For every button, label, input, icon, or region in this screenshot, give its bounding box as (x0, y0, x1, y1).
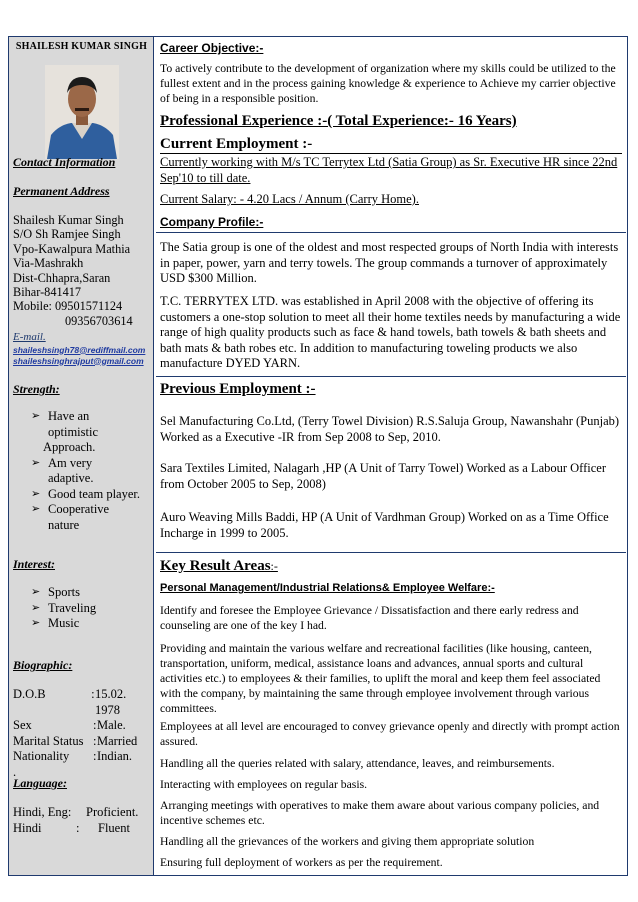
company-profile-p1: The Satia group is one of the oldest and most respected groups of North India with interests in paper, power, yarn and terry towels. The group commands a turnover of approximately USD $300 Million. (160, 240, 619, 285)
address-line: S/O Sh Ramjee Singh (13, 227, 121, 242)
professional-experience-heading: Professional Experience :-( Total Experience:- 16 Years) (160, 113, 517, 129)
address-line: Vpo-Kawalpura Mathia (13, 241, 131, 256)
company-profile-p2: T.C. TERRYTEX LTD. was established in April 2008 with the objective of offering its customers a one-stop solution to meet all their home textiles needs by manufacturing a wide range of high quality products such as face & hand towels, bath towels & bath sheets and bath mats & bath robes etc. In addition to manufacturing toweling products we also manufacture DYED YARN. (160, 294, 621, 370)
kra-item: Providing and maintain the various welfare and recreational facilities (like housing, canteen, transportation, uniform, medical, assistance loans and advances, annual sports and cultural activities etc.) to employees & their families, to uplift the moral and keep them feel associated with the company, by maintaining the same through employee involvement through various committees. (160, 642, 601, 715)
interest-list (9, 585, 154, 632)
kra-subheading: Personal Management/Industrial Relations& Employee Welfare:- (160, 582, 495, 594)
kra-item: Employees at all level are encouraged to convey grievance openly and directly with prompt action assured. (160, 720, 620, 748)
language-row: Hindi : Fluent (13, 820, 130, 835)
candidate-name: SHAILESH KUMAR SINGH (15, 41, 148, 52)
divider (156, 552, 626, 553)
bio-row: Sex : Male. (13, 718, 126, 732)
company-profile-heading: Company Profile:- (160, 215, 264, 229)
sidebar (9, 37, 154, 875)
email-label: E-mail. (13, 331, 46, 343)
divider (156, 376, 626, 377)
arrow-bullet-icon: ➢ (31, 456, 41, 469)
career-text: To actively contribute to the development of organization where my skills could be utilized to the fullest extent and in the process gaining knowledge & experience to Achieve my carrier objective of being in a responsible position. (160, 62, 616, 105)
portrait-image (45, 65, 119, 159)
previous-employment-heading: Previous Employment :- (160, 381, 316, 397)
address-block (13, 213, 153, 328)
previous-employment-2: Sara Textiles Limited, Nalagarh ,HP (A Unit of Tarry Towel) Worked as a Labour Officer from October 2005 to Sep, 2008) (160, 461, 607, 491)
address-line: Via-Mashrakh (13, 256, 84, 271)
main-content (156, 37, 626, 875)
address-line: Bihar-841417 (13, 285, 82, 300)
address-line: Shailesh Kumar Singh (13, 213, 124, 227)
arrow-bullet-icon: ➢ (31, 586, 41, 598)
mobile-line: Mobile: 09501571124 (13, 299, 123, 314)
mobile-line-2: 09356703614 (65, 313, 133, 328)
email-link[interactable]: shaileshsinghrajput@gmail.com (13, 355, 144, 366)
language-block (13, 805, 153, 836)
language-heading: Language: (13, 776, 67, 790)
kra-heading: Key Result Areas:- (160, 558, 278, 574)
language-row: Hindi, Eng: Proficient. (13, 805, 139, 819)
kra-item: Ensuring full deployment of workers as per the requirement. (160, 856, 443, 869)
address-heading: Permanent Address (13, 184, 110, 198)
previous-employment-3: Auro Weaving Mills Baddi, HP (A Unit of Vardhman Group) Worked on as a Time Office Incharge in 1999 to 2005. (160, 510, 609, 540)
kra-item: Handling all the queries related with salary, attendance, leaves, and reimbursements. (160, 757, 555, 770)
address-line: Dist-Chhapra,Saran (13, 270, 111, 285)
profile-photo (45, 65, 119, 159)
list-item: ➢ Have an optimistic Approach. (31, 409, 98, 454)
strength-heading: Strength: (13, 382, 60, 396)
email-link[interactable]: shaileshsingh78@rediffmail.com (13, 344, 146, 355)
biographic-heading: Biographic: (13, 658, 73, 672)
list-item: ➢ Good team player. (31, 486, 140, 501)
career-heading: Career Objective:- (160, 41, 264, 55)
arrow-bullet-icon: ➢ (31, 617, 41, 629)
arrow-bullet-icon: ➢ (31, 410, 41, 422)
list-item: ➢ Am very adaptive. (31, 455, 94, 485)
kra-item: Interacting with employees on regular basis. (160, 778, 368, 791)
strength-list (9, 409, 154, 533)
interest-heading: Interest: (13, 557, 55, 571)
list-item: ➢ Sports (31, 585, 80, 599)
bio-row: Nationality : Indian. (13, 749, 133, 763)
current-employment-heading: Current Employment :- (160, 135, 622, 154)
arrow-bullet-icon: ➢ (31, 487, 41, 500)
bio-row: Marital Status : Married (13, 733, 138, 748)
current-salary: Current Salary: - 4.20 Lacs / Annum (Carry Home). (160, 192, 419, 206)
kra-item: Identify and foresee the Employee Grievance / Dissatisfaction and there early redress and counseling are one of the key I had. (160, 604, 579, 632)
list-item: ➢ Music (31, 616, 80, 630)
arrow-bullet-icon: ➢ (31, 503, 41, 515)
arrow-bullet-icon: ➢ (31, 601, 41, 614)
bio-dot: . (13, 764, 17, 779)
bio-row: D.O.B : 15.02. 1978 (13, 687, 127, 717)
current-employment-text: Currently working with M/s TC Terrytex Ltd (Satia Group) as Sr. Executive HR since 22nd Sep'10 to till date. (160, 155, 618, 185)
list-item: ➢ Traveling (31, 600, 97, 615)
biographic-block (13, 687, 153, 780)
kra-item: Arranging meetings with operatives to make them aware about various company policies, and incentive schemes etc. (160, 799, 600, 827)
kra-item: Handling all the grievances of the workers and giving them appropriate solution (160, 835, 535, 848)
previous-employment-1: Sel Manufacturing Co.Ltd, (Terry Towel Division) R.S.Saluja Group, Nawanshahr (Punjab) Worked as a Executive -IR from Sep 2008 to Sep, 2010. (160, 414, 620, 444)
divider (156, 232, 626, 233)
list-item: ➢ Cooperative nature (31, 502, 110, 532)
contact-heading: Contact Information (13, 155, 116, 169)
